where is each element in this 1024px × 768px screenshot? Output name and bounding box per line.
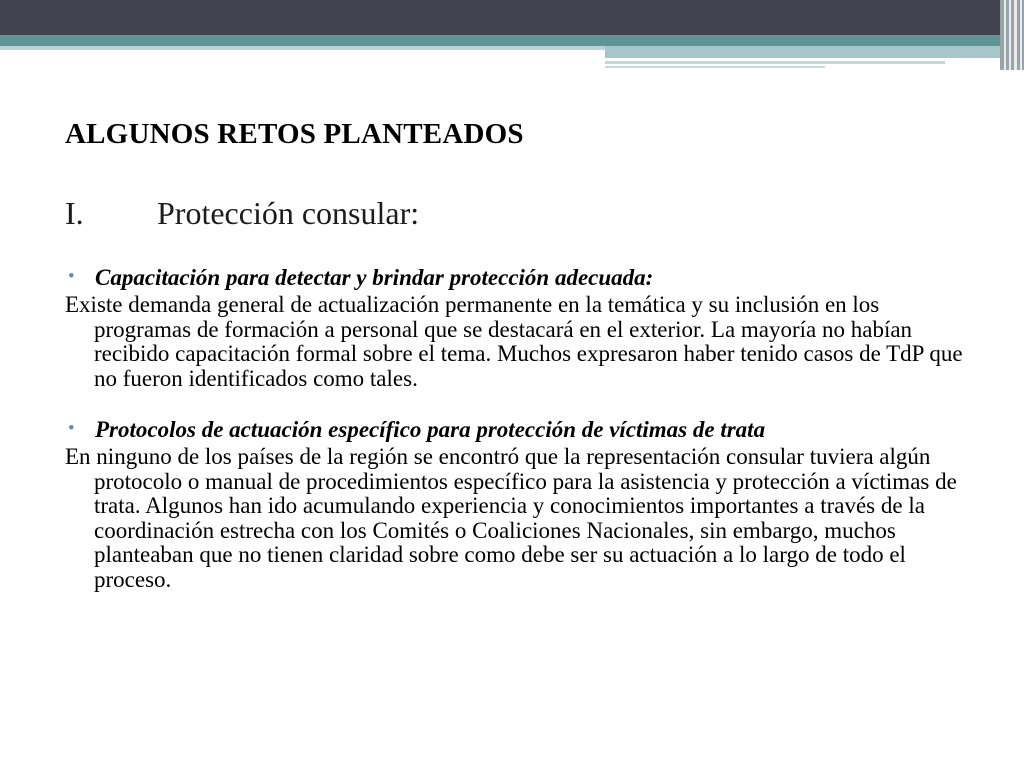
header-thin-line: [605, 61, 945, 64]
slide-body: [65, 266, 975, 592]
bullet-dot-icon: •: [68, 266, 75, 287]
header-stripe: [1014, 0, 1017, 70]
bullet-heading-text: Capacitación para detectar y brindar protección adecuada:: [95, 265, 654, 290]
paragraph: Existe demanda general de actualización permanente en la temática y su inclusión en los programas de formación a personal que se destacará en el exterior. La mayoría no habían recibido capacitación formal sobre el tema. Muchos expresaron haber tenido casos de TdP que no fueron identificados como tales.: [65, 292, 963, 391]
bullet-dot-icon: •: [68, 418, 75, 439]
slide-title: ALGUNOS RETOS PLANTEADOS: [65, 118, 524, 150]
header-thin-line: [605, 66, 825, 68]
section-heading: [65, 195, 419, 232]
bullet-heading: [65, 266, 975, 289]
bullet-heading-text: Protocolos de actuación específico para protección de víctimas de trata: [95, 417, 766, 442]
header-stripe: [1020, 0, 1022, 70]
bullet-heading: [65, 418, 975, 441]
section-title: Protección consular:: [157, 195, 420, 231]
header-stripe: [1009, 0, 1011, 70]
header-teal-band: [0, 35, 1000, 46]
header-light-band: [0, 46, 605, 50]
section-number: I.: [65, 195, 84, 231]
paragraph: En ninguno de los países de la región se encontró que la representación consular tuviera algún protocolo o manual de procedimientos específico para la asistencia y protección a víctimas de trata. Algunos han ido acumulando experiencia y conocimientos importantes a través de la coordinación estrecha con los Comités o Coaliciones Nacionales, sin embargo, muchos planteaban que no tienen claridad sobre como debe ser su actuación a lo largo de todo el proceso.: [65, 444, 957, 592]
header-step-band: [605, 46, 1000, 58]
header-stripe: [1004, 0, 1006, 70]
header-decoration: [0, 0, 1024, 70]
header-dark-band: [0, 0, 1000, 35]
